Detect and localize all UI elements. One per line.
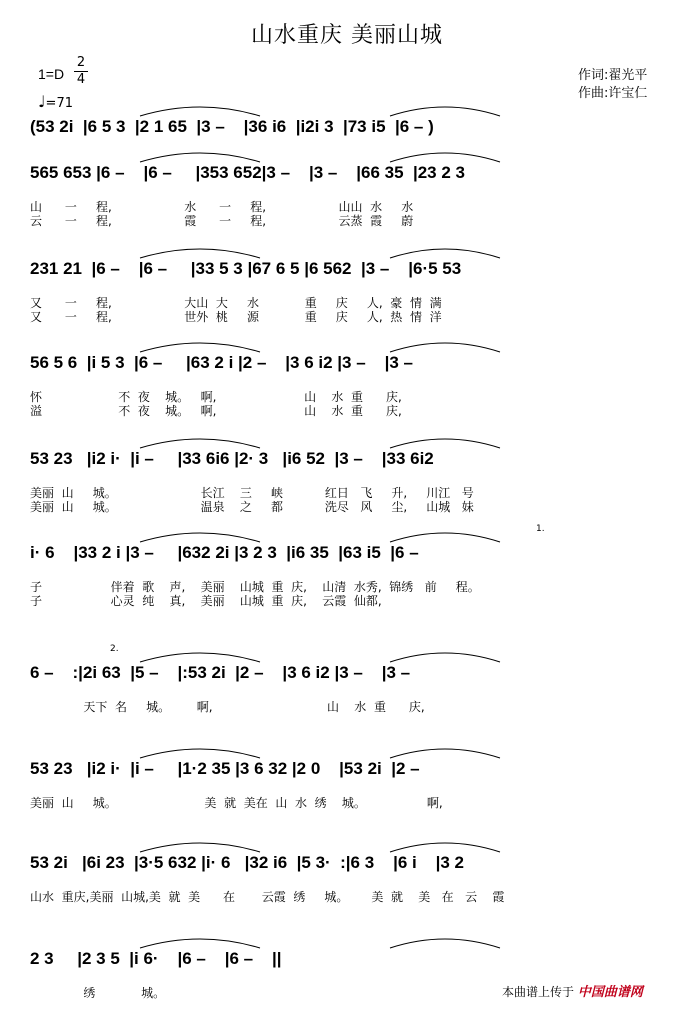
lyric-line-1: 美丽 山 城。 美 就 美在 山 水 绣 城。 啊, <box>30 796 443 810</box>
lyric-line-2: 又 一 程, 世外 桃 源 重 庆 人, 热 情 洋 <box>30 310 442 324</box>
notation-line: 56 5 6 |i 5 3 |6 – |63 2 i |2 – |3 6 i2 |3 – |3 – <box>30 353 413 372</box>
footer <box>502 981 643 1000</box>
time-signature-top: 2 <box>76 55 86 70</box>
lyric-line-1: 又 一 程, 大山 大 水 重 庆 人, 豪 情 满 <box>30 296 442 310</box>
page-title: 山水重庆 美丽山城 <box>251 23 443 48</box>
key-signature: 1=D <box>38 66 65 82</box>
lyric-line-2: 溢 不 夜 城。 啊, 山 水 重 庆, <box>30 404 402 418</box>
lyric-line-1: 怀 不 夜 城。 啊, 山 水 重 庆, <box>30 390 402 404</box>
notation-line: 53 23 |i2 i· |i – |33 6i6 |2· 3 |i6 52 |3 – |33 6i2 <box>30 449 434 468</box>
volta-2: 2. <box>110 644 119 654</box>
time-signature-bottom: 4 <box>76 72 86 87</box>
notation-line: 565 653 |6 – |6 – |353 652|3 – |3 – |66 35 |23 2 3 <box>30 163 465 182</box>
tempo-value: =71 <box>45 96 73 111</box>
footer-text: 本曲谱上传于 <box>502 985 575 999</box>
quarter-note-icon: ♩ <box>38 92 46 111</box>
lyric-line-1: 美丽 山 城。 长江 三 峡 红日 飞 升, 川江 号 <box>30 486 474 500</box>
lyric-line-2: 美丽 山 城。 温泉 之 都 洗尽 风 尘, 山城 妹 <box>30 500 474 514</box>
notation-line: 53 2i |6i 23 |3·5 632 |i· 6 |32 i6 |5 3· :|6 3 |6 i |3 2 <box>30 853 465 872</box>
notation-line: 231 21 |6 – |6 – |33 5 3 |67 6 5 |6 562 |3 – |6·5 53 <box>30 259 462 278</box>
lyricist: 作词:翟光平 <box>578 68 648 83</box>
lyric-line-1: 子 伴着 歌 声, 美丽 山城 重 庆, 山清 水秀, 锦绣 前 程。 <box>30 580 480 594</box>
time-signature <box>74 56 88 87</box>
lyric-line-1: 天下 名 城。 啊, 山 水 重 庆, <box>30 700 425 714</box>
notation-line: i· 6 |33 2 i |3 – |632 2i |3 2 3 |i6 35 |63 i5 |6 – <box>30 543 419 562</box>
composer: 作曲:许宝仁 <box>578 86 648 101</box>
notation-line: 6 – :|2i 63 |5 – |:53 2i |2 – |3 6 i2 |3 – |3 – <box>30 663 411 682</box>
notation-line: (53 2i |6 5 3 |2 1 65 |3 – |36 i6 |i2i 3 |73 i5 |6 – ) <box>30 117 434 136</box>
tempo-marking <box>38 92 73 111</box>
lyric-line-2: 子 心灵 纯 真, 美丽 山城 重 庆, 云霞 仙都, <box>30 594 382 608</box>
notation-line: 2 3 |2 3 5 |i 6· |6 – |6 – || <box>30 949 282 968</box>
notation-line: 53 23 |i2 i· |i – |1·2 35 |3 6 32 |2 0 |53 2i |2 – <box>30 759 420 778</box>
lyric-line-1: 绣 城。 <box>30 986 166 1000</box>
lyric-line-2: 云 一 程, 霞 一 程, 云蒸 霞 蔚 <box>30 214 414 228</box>
lyric-line-1: 山水 重庆,美丽 山城,美 就 美 在 云霞 绣 城。 美 就 美 在 云 霞 <box>30 890 505 904</box>
site-logo: 中国曲谱网 <box>577 985 643 1000</box>
volta-1: 1. <box>536 524 545 534</box>
lyric-line-1: 山 一 程, 水 一 程, 山山 水 水 <box>30 200 414 214</box>
